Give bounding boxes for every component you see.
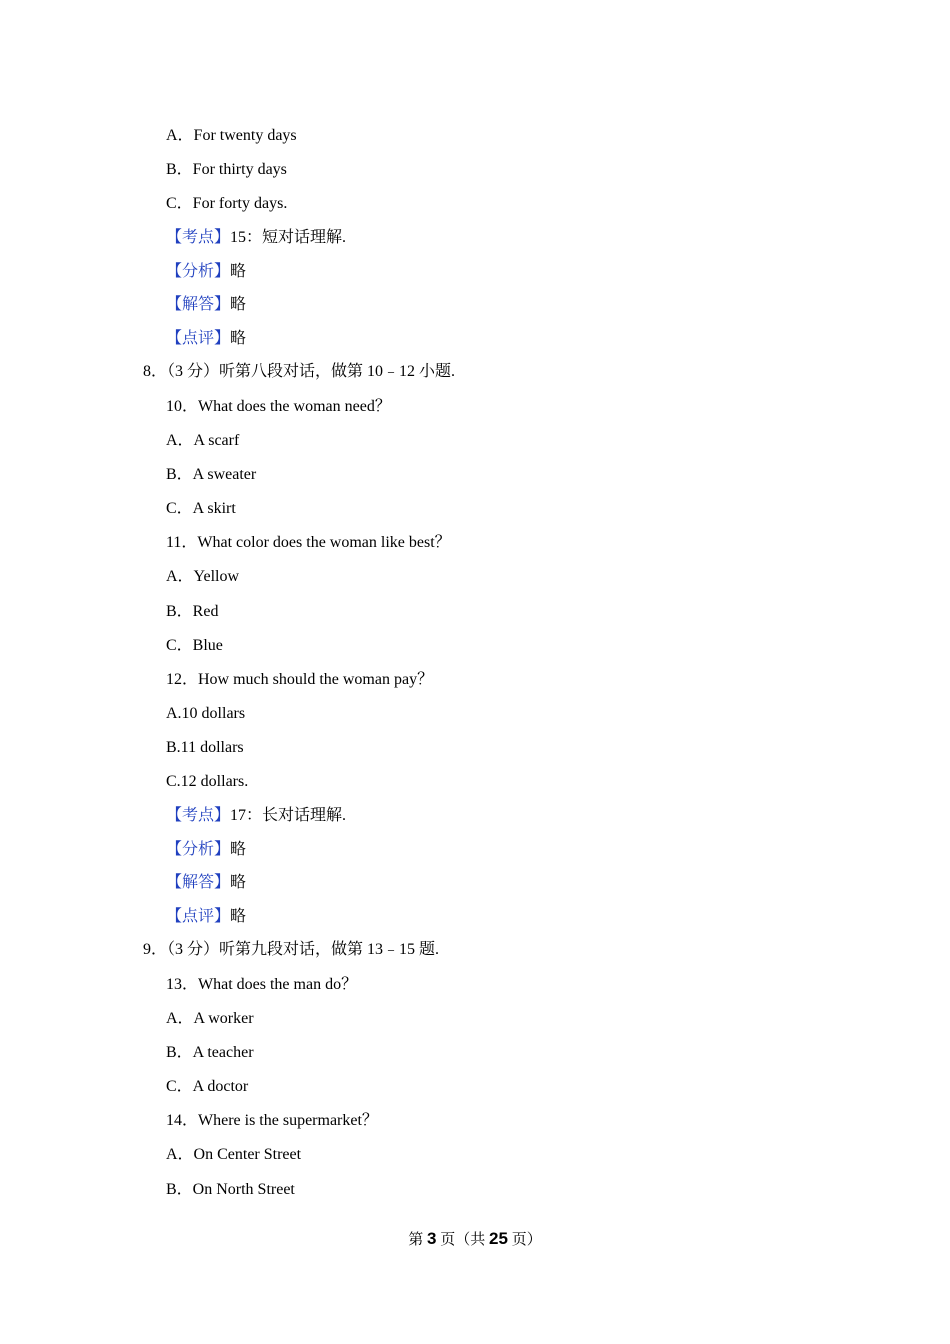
q7-option-c: C．For forty days. [166,195,288,212]
q14-option-a: A．On Center Street [166,1146,302,1163]
page-footer [0,1229,950,1250]
q13-option-c: C．A doctor [166,1078,249,1095]
q7-fenxi [166,262,246,282]
jieda-text: 略 [230,296,247,313]
kaodian-tag: 【考点】 [166,229,231,246]
q12-option-b: B.11 dollars [166,739,244,756]
q13-option-a: A．A worker [166,1010,254,1027]
fenxi-tag: 【分析】 [166,263,231,280]
q12-option-c: C.12 dollars. [166,773,249,790]
footer-prefix: 第 [408,1232,428,1248]
dianping-tag: 【点评】 [166,908,231,925]
question-10: 10．What does the woman need？ [166,398,391,415]
footer-middle: 页（共 [436,1232,490,1248]
current-page-number: 3 [427,1229,437,1248]
dianping-tag: 【点评】 [166,330,231,347]
q7-dianping [166,329,246,349]
q7-option-a: A．For twenty days [166,127,297,144]
jieda-tag: 【解答】 [166,296,231,313]
dianping-text: 略 [230,908,247,925]
q8-dianping [166,907,246,927]
q13-option-b: B．A teacher [166,1044,254,1061]
q7-kaodian [166,228,346,248]
kaodian-tag: 【考点】 [166,807,231,824]
q7-option-b: B．For thirty days [166,161,287,178]
question-14: 14．Where is the supermarket？ [166,1112,378,1129]
question-13: 13．What does the man do？ [166,976,358,993]
q10-option-c: C．A skirt [166,500,236,517]
footer-suffix: 页） [507,1232,542,1248]
q8-jieda [166,873,246,893]
q10-option-b: B．A sweater [166,466,257,483]
question-9-header: 9．（3 分）听第九段对话，做第 13﹣15 题. [143,941,440,958]
question-11: 11．What color does the woman like best？ [166,534,451,551]
q7-jieda [166,295,246,315]
fenxi-text: 略 [230,841,247,858]
jieda-tag: 【解答】 [166,874,231,891]
dianping-text: 略 [230,330,247,347]
q10-option-a: A．A scarf [166,432,240,449]
fenxi-text: 略 [230,263,247,280]
fenxi-tag: 【分析】 [166,841,231,858]
q11-option-a: A．Yellow [166,568,240,585]
jieda-text: 略 [230,874,247,891]
q11-option-c: C．Blue [166,637,223,654]
question-12: 12．How much should the woman pay？ [166,671,434,688]
q8-fenxi [166,840,246,860]
total-page-number: 25 [489,1229,508,1248]
q8-kaodian [166,806,346,826]
q12-option-a: A.10 dollars [166,705,246,722]
q14-option-b: B．On North Street [166,1181,295,1198]
question-8-header: 8．（3 分）听第八段对话，做第 10﹣12 小题. [143,363,456,380]
q11-option-b: B．Red [166,603,219,620]
kaodian-text: 17：长对话理解. [230,807,347,824]
kaodian-text: 15：短对话理解. [230,229,347,246]
